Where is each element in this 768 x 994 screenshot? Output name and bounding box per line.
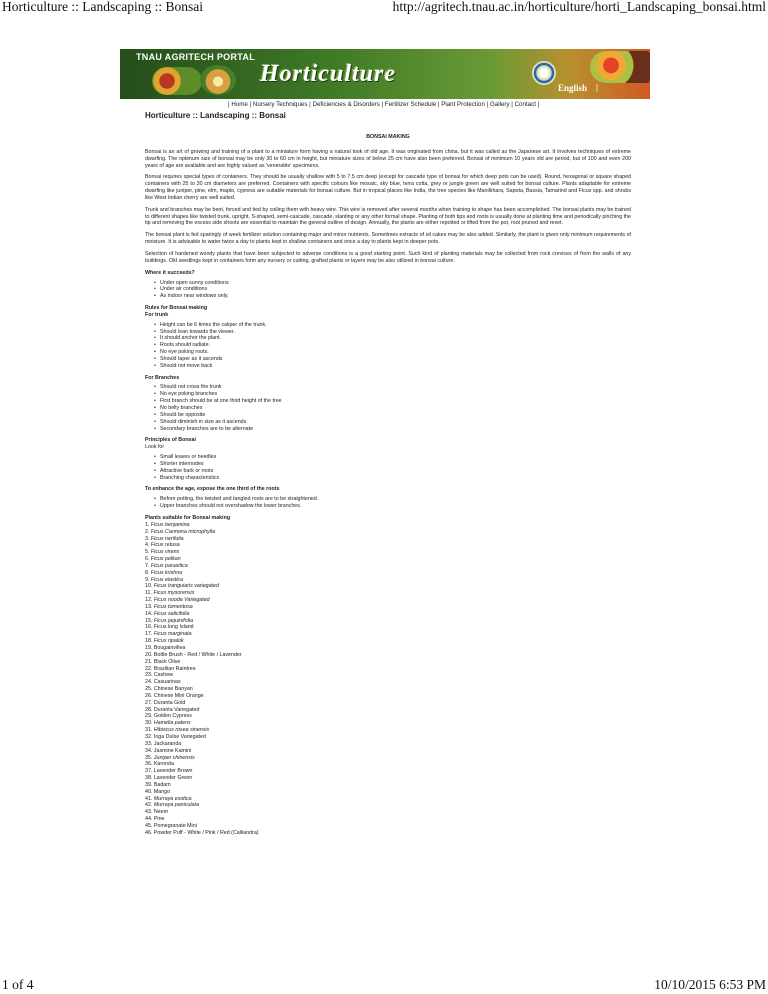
article-content	[145, 134, 631, 837]
plant-number: 5.	[145, 549, 150, 556]
plant-item	[145, 768, 631, 775]
tnau-seal-icon	[532, 61, 556, 85]
plant-name: Inga Dulse Variegated	[153, 733, 206, 740]
plant-name: Juniper chinensis	[153, 754, 195, 761]
plant-item	[145, 583, 631, 590]
plant-name: Ficus Carmona microphylla	[150, 528, 216, 535]
plant-item	[145, 755, 631, 762]
plant-item	[145, 529, 631, 536]
plant-number: 20.	[145, 651, 153, 658]
site-banner	[120, 49, 650, 99]
plant-number: 27.	[145, 699, 153, 706]
plant-name: Ficus mysorensis	[153, 590, 195, 597]
plant-number: 35.	[145, 754, 153, 761]
plant-number: 41.	[145, 795, 153, 802]
list-item: • Roots should radiate.	[160, 342, 631, 349]
plant-name: Brazilian Raintree	[153, 665, 196, 672]
plant-name: Ficus salicifolia	[153, 610, 190, 617]
plant-number: 39.	[145, 781, 153, 788]
plant-name: Badam	[153, 781, 171, 788]
plant-item	[145, 816, 631, 823]
plant-item	[145, 659, 631, 666]
plant-name: Ficus ripalok	[153, 638, 184, 645]
list-item: • No belly branches	[160, 405, 631, 412]
plant-item	[145, 618, 631, 625]
paragraph-training: Trunk and branches may be bent, forced and tied by coiling them with heavy wire. This wire is removed after several months when training to shape has been accomplished. The bonsai plants may be trained to different shapes like twisted trunk, upright, S-shaped, semi-cascade, cascade, slanting or any other formal shape. Planting of both tips and roots is usually done at planting time and periodically pinching the tip and removing the excess side shoots are essential to maintain the general outline of design. Annually, the plants are either repotted or lifted from the pot, root pruned and reset.	[145, 206, 631, 227]
paragraph-feeding: The bonsai plant is fed sparingly of week fertilizer solution containing major and minor nutrients. Sometimes extracts of oil cakes may be also added. Similarly, the plant is given only minimum requirements of moisture. It is advisable to water twice a day to plants kept in shallow containers and once a day to plants kept in deeper pots.	[145, 232, 631, 246]
enhance-heading: To enhance the age, expose the one third of the roots	[145, 486, 280, 493]
plant-number: 7.	[145, 562, 150, 569]
plant-item	[145, 693, 631, 700]
plant-number: 36.	[145, 761, 153, 768]
plant-number: 2.	[145, 528, 150, 535]
branches-heading: For Branches	[145, 374, 180, 381]
plant-number: 14.	[145, 610, 153, 617]
paragraph-intro: Bonsai is an art of growing and training of a plant to a miniature form having a natural look of old age. It was originated from china, but it was called as the Japanese art. It involves techniques of extreme dwarfing. The optimum size of bonsai may be only 30 to 60 cm in height, but miniature sizes of below 25 cm have also been preferred. Bonsai of minimum 10 years old are period, but of 100 and even 200 years of age are available and are highly valued as 'venerable' specimens.	[145, 148, 631, 169]
plant-item	[145, 700, 631, 707]
list-item: • As indoor near windows only.	[160, 293, 631, 300]
principles-heading: Principles of Bonsai	[145, 437, 196, 444]
print-url: http://agritech.tnau.ac.in/horticulture/horti_Landscaping_bonsai.html	[392, 0, 766, 14]
list-item: • No eye poking branches	[160, 391, 631, 398]
list-item: • Should not move back	[160, 363, 631, 370]
plant-number: 37.	[145, 768, 153, 775]
plant-name: Chinese Banyan	[153, 686, 193, 693]
branches-list	[145, 384, 631, 432]
trunk-heading: For trunk	[145, 311, 169, 318]
plant-number: 31.	[145, 727, 153, 734]
trunk-list	[145, 322, 631, 370]
plant-name: Duranta Gold	[153, 699, 186, 706]
list-item: • Small leaves or needles	[160, 454, 631, 461]
list-item: • Under open sunny conditions	[160, 280, 631, 287]
plant-number: 46.	[145, 829, 153, 836]
plant-number: 22.	[145, 665, 153, 672]
plant-item	[145, 611, 631, 618]
plant-item	[145, 666, 631, 673]
top-nav[interactable]: | Home | Nursery Techniques | Deficiencies & Disorders | Fertilizer Schedule | Plant Protection | Gallery | Contact |	[228, 101, 540, 108]
list-item: • No eye poking roots.	[160, 349, 631, 356]
where-heading: Where it succeeds?	[145, 269, 195, 276]
plant-item	[145, 590, 631, 597]
plant-name: Ficus elastica	[150, 576, 183, 583]
plant-number: 3.	[145, 535, 150, 542]
plant-number: 34.	[145, 747, 153, 754]
plant-item	[145, 563, 631, 570]
list-item: • Secondary branches are to be alternate	[160, 426, 631, 433]
paragraph-containers: Bonsai requires special types of containers. They should be usually shallow with 5 to 7.5 cm deep (except for cascade type of bonsai for which deep pots can be used). Round, hexagonal or square shaped containers with 25 to 30 cm diameters are preferred. Containers with specific colours like mosaic, sky blue, terra cotta, grey or jungle green are well suited for bonsai culture. Plants adaptable for extreme dwarfing like juniper, pine, elm, maple, cypress are suitable materials for bonsai culture. But in tropical places like India, the tree species like Manilkhara, Sapota, Bassia, Tamarind and Ficus spp. and shrubs like West Indian cherry are well suited.	[145, 174, 631, 201]
plant-name: Ficus retusa	[150, 542, 180, 549]
fruit-image-left-2	[200, 65, 236, 95]
enhance-list	[145, 496, 631, 510]
plant-name: Murraya paniculata	[153, 802, 199, 809]
plant-item	[145, 802, 631, 809]
plant-name: Neem	[153, 809, 168, 816]
plant-name: Ficus nooda Variegated	[153, 597, 210, 604]
plant-name: Ficus pelkan	[150, 556, 181, 563]
list-item: • Should be opposite	[160, 412, 631, 419]
print-footer	[0, 976, 768, 994]
plant-item	[145, 734, 631, 741]
plant-number: 13.	[145, 603, 153, 610]
plants-heading: Plants suitable for Bonsai making	[145, 514, 231, 521]
plant-item	[145, 823, 631, 830]
plant-name: Ficus virens	[150, 549, 180, 556]
paragraph-selection: Selection of hardened woody plants that have been subjected to adverse conditions is a good starting point. Such kind of planting materials may be collected from rock crevices of from the walls of any buildings. Old seedlings kept in containers form any nursery or cutting, grafted plants or layers may be also utilized in bonsai culture.	[145, 250, 631, 264]
plant-number: 16.	[145, 624, 153, 631]
plant-name: Lavender Brown	[153, 768, 193, 775]
plant-item	[145, 638, 631, 645]
plant-number: 18.	[145, 638, 153, 645]
plant-number: 9.	[145, 576, 150, 583]
plant-number: 43.	[145, 809, 153, 816]
plant-item	[145, 624, 631, 631]
plant-item	[145, 536, 631, 543]
article-title: BONSAI MAKING	[366, 134, 410, 140]
plant-item	[145, 679, 631, 686]
where-list	[145, 280, 631, 301]
plant-name: Pomegranate Mini	[153, 822, 197, 829]
plant-number: 29.	[145, 713, 153, 720]
list-item: • Upper branches should not overshadow the lower branches.	[160, 503, 631, 510]
plant-name: Jasmine Kamini	[153, 747, 192, 754]
plant-name: Bougainvillea	[153, 645, 186, 651]
plant-name: Ficus jaquinifolia	[153, 617, 194, 624]
plant-item	[145, 782, 631, 789]
plant-name: Black Olive	[153, 658, 181, 665]
plant-item	[145, 570, 631, 577]
plant-item	[145, 631, 631, 638]
plant-number: 45.	[145, 822, 153, 829]
plant-item	[145, 796, 631, 803]
plant-item	[145, 748, 631, 755]
plant-number: 19.	[145, 645, 153, 651]
plant-name: Cashew	[153, 672, 173, 679]
list-item: • Should diminish in size as it ascends	[160, 419, 631, 426]
plant-name: Karonda	[153, 761, 174, 768]
plant-name: Powder Puff - White / Pink / Red (Calliandra)	[153, 829, 259, 836]
plant-item	[145, 789, 631, 796]
plant-number: 1.	[145, 521, 150, 528]
page-number: 1 of 4	[2, 977, 34, 992]
list-item: • Should not cross the trunk	[160, 384, 631, 391]
plant-name: Ficus tomentosa	[153, 603, 193, 610]
plant-item	[145, 741, 631, 748]
list-item: • First branch should be at one third height of the tree	[160, 398, 631, 405]
plant-number: 42.	[145, 802, 153, 809]
print-datetime: 10/10/2015 6:53 PM	[654, 977, 766, 992]
fruit-image-left	[152, 67, 202, 95]
plant-name: Ficus marginata	[153, 631, 192, 638]
fruit-image-right	[590, 51, 650, 83]
plant-item	[145, 652, 631, 659]
plant-name: Hamelia patens	[153, 720, 191, 727]
list-item: • Attractive bark or roots	[160, 468, 631, 475]
principles-list	[145, 454, 631, 481]
list-item: • Should lean towards the viewer.	[160, 329, 631, 336]
plant-name: Jackaranda	[153, 740, 182, 747]
plant-item	[145, 542, 631, 549]
plant-item	[145, 604, 631, 611]
look-for-label: Look for	[145, 444, 165, 451]
plant-number: 11.	[145, 590, 152, 597]
list-item: • Under air conditions	[160, 286, 631, 293]
plant-number: 21.	[145, 658, 153, 665]
plant-item	[145, 720, 631, 727]
plant-item	[145, 809, 631, 816]
plant-number: 40.	[145, 788, 153, 795]
plant-item	[145, 577, 631, 584]
plant-item	[145, 645, 631, 652]
list-item: • Shorter internodes	[160, 461, 631, 468]
plant-name: Chinese Mini Orange	[153, 692, 204, 699]
lang-english-link[interactable]: English	[558, 83, 588, 93]
plant-name: Murraya exotica	[153, 795, 192, 802]
plant-item	[145, 597, 631, 604]
plant-item	[145, 713, 631, 720]
plant-number: 32.	[145, 733, 153, 740]
plant-number: 30.	[145, 720, 153, 727]
plant-name: Duranta Variegated	[153, 706, 200, 713]
plant-name: Ficus benjamina	[150, 521, 190, 528]
plants-list	[145, 522, 631, 837]
plant-item	[145, 727, 631, 734]
plant-name: Ficus krishna	[150, 569, 183, 576]
list-item: • It should anchor the plant.	[160, 335, 631, 342]
site-title: Horticulture	[260, 61, 397, 87]
plant-number: 4.	[145, 542, 150, 549]
plant-number: 23.	[145, 672, 153, 679]
plant-name: Golden Cypress	[153, 713, 192, 720]
plant-name: Ficus tranguiaris variegated	[153, 583, 219, 590]
plant-number: 38.	[145, 775, 153, 782]
plant-number: 25.	[145, 686, 153, 693]
page-title: Horticulture :: Landscaping :: Bonsai	[145, 111, 286, 120]
print-header	[0, 0, 768, 16]
plant-name: Ficus parasitica	[150, 562, 188, 569]
plant-number: 28.	[145, 706, 153, 713]
plant-name: Pine	[153, 816, 165, 823]
plant-number: 17.	[145, 631, 153, 638]
plant-number: 12.	[145, 597, 153, 604]
plant-name: Lavender Green	[153, 775, 193, 782]
plant-name: Casuarinas	[153, 679, 181, 686]
list-item: • Should taper as it ascends	[160, 356, 631, 363]
plant-name: Ficus long Island	[153, 624, 194, 631]
plant-number: 6.	[145, 556, 150, 563]
plant-number: 24.	[145, 679, 153, 686]
plant-item	[145, 549, 631, 556]
plant-name: Mango	[153, 788, 171, 795]
list-item: • Branching characteristics	[160, 475, 631, 482]
plant-name: Ficus nerifolia	[150, 535, 184, 542]
plant-item	[145, 707, 631, 714]
plant-number: 8.	[145, 569, 150, 576]
plant-number: 26.	[145, 692, 153, 699]
plant-number: 33.	[145, 740, 153, 747]
print-title: Horticulture :: Landscaping :: Bonsai	[2, 0, 203, 14]
list-item: • Before potting, the twisted and tangled roots are to be straightened.	[160, 496, 631, 503]
plant-item	[145, 761, 631, 768]
plant-name: Hibiscus rosea sinensis	[153, 727, 210, 734]
plant-number: 10.	[145, 583, 153, 590]
plant-item	[145, 686, 631, 693]
rules-heading: Rules for Bonsai making	[145, 305, 208, 312]
lang-separator: |	[596, 83, 599, 92]
plant-name: Bottle Brush - Red / White / Lavender	[153, 651, 242, 658]
plant-item	[145, 830, 631, 837]
plant-item	[145, 522, 631, 529]
plant-number: 44.	[145, 816, 153, 823]
portal-name: TNAU AGRITECH PORTAL	[136, 52, 255, 62]
plant-item	[145, 775, 631, 782]
plant-number: 15.	[145, 617, 153, 624]
plant-item	[145, 672, 631, 679]
list-item: • Height can be 6 times the caliper of the trunk.	[160, 322, 631, 329]
plant-item	[145, 556, 631, 563]
